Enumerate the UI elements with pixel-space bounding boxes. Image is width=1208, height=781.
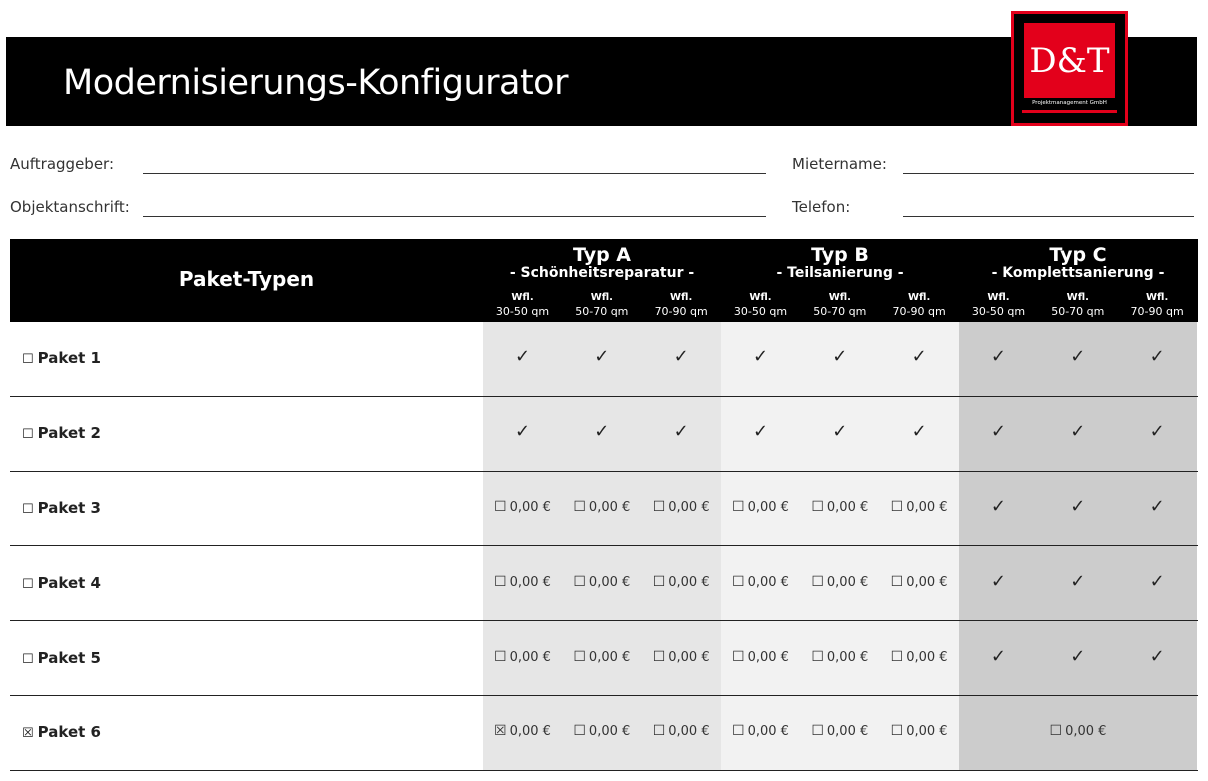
area-range-header [800,291,879,319]
checkbox-icon[interactable]: ☐ [573,723,586,740]
price-option[interactable] [880,499,959,515]
included-check-icon: ✓ [911,346,927,368]
type-description: - Teilsanierung - [776,265,904,281]
checkbox-icon[interactable]: ☐ [811,573,824,590]
included-check-icon: ✓ [514,346,531,368]
included-check-icon: ✓ [990,346,1007,368]
package-name: Paket 5 [37,648,101,667]
telefon-label: Telefon: [792,198,851,216]
type-name: Typ C [1049,244,1107,266]
price-value: 0,00 € [509,574,551,590]
wfl-label: Wfl. [670,292,693,303]
price-option[interactable] [642,649,721,665]
included-check-icon: ✓ [1149,645,1165,667]
included-check-icon: ✓ [990,496,1007,517]
wfl-label: Wfl. [1066,292,1089,303]
price-option[interactable] [721,723,800,739]
area-range-header [959,291,1038,319]
checkbox-icon[interactable]: ☐ [494,573,507,590]
price-value: 0,00 € [509,500,551,515]
area-range-header [721,291,800,319]
auftraggeber-label: Auftraggeber: [10,155,115,173]
price-option[interactable] [721,649,800,665]
package-name: Paket 2 [37,424,101,443]
price-option[interactable] [642,574,721,590]
objektanschrift-label: Objektanschrift: [10,198,130,216]
price-value: 0,00 € [906,574,948,590]
row-divider [10,545,1198,546]
checkbox-icon[interactable]: ☐ [732,648,745,665]
checkbox-icon[interactable]: ☐ [732,499,745,515]
area-range-label: 70-90 qm [892,305,946,318]
area-range-label: 30-50 qm [495,305,550,318]
price-option[interactable] [483,723,562,739]
price-option[interactable] [483,499,562,515]
included-check-icon: ✓ [1149,570,1165,592]
checkbox-icon[interactable]: ☐ [494,648,507,665]
price-value: 0,00 € [668,574,710,590]
price-option[interactable] [880,574,959,590]
checkbox-icon[interactable]: ☐ [573,573,586,590]
price-value: 0,00 € [747,574,789,590]
page-title: Modernisierungs-Konfigurator [63,63,568,103]
price-option[interactable] [800,723,879,739]
included-check-icon: ✓ [594,421,610,443]
price-option[interactable] [880,723,959,739]
price-value: 0,00 € [906,649,948,665]
included-check-icon: ✓ [990,421,1007,443]
price-option[interactable] [562,723,641,739]
logo-subtitle: Projektmanagement GmbH [1032,100,1107,106]
price-option[interactable] [642,499,721,515]
package-row-label[interactable] [22,649,101,667]
area-range-label: 50-70 qm [1051,305,1105,318]
price-value: 0,00 € [906,500,948,515]
checkbox-icon[interactable]: ☐ [652,573,666,590]
checkbox-icon[interactable]: ☐ [890,723,904,740]
price-value: 0,00 € [1065,724,1107,740]
package-row-label[interactable] [22,349,101,367]
mietername-field[interactable] [903,173,1194,174]
included-check-icon: ✓ [832,421,848,443]
price-option[interactable] [642,723,721,739]
price-value: 0,00 € [668,500,710,515]
included-check-icon: ✓ [1070,346,1086,368]
type-name: Typ A [572,244,631,266]
checkbox-icon[interactable]: ☐ [732,723,745,740]
price-value: 0,00 € [826,574,869,590]
wfl-label: Wfl. [749,292,772,303]
wfl-label: Wfl. [1146,292,1169,303]
price-value: 0,00 € [826,724,869,740]
checkbox-icon[interactable]: ☐ [1049,723,1063,740]
auftraggeber-field[interactable] [143,173,766,174]
type-column-band [483,322,721,771]
type-column-band [721,322,959,771]
price-option[interactable] [721,499,800,515]
price-value: 0,00 € [668,724,710,740]
price-option[interactable] [721,574,800,590]
area-range-label: 70-90 qm [654,305,708,318]
wfl-label: Wfl. [590,292,613,303]
checkbox-icon[interactable]: ☐ [22,576,34,592]
checkbox-icon[interactable]: ☐ [732,573,745,590]
type-b-heading [721,243,959,281]
area-range-header [1038,291,1117,319]
price-option[interactable] [800,649,879,665]
checkbox-icon[interactable]: ☐ [811,648,824,665]
area-range-header [1118,291,1197,319]
included-check-icon: ✓ [514,421,531,443]
package-name: Paket 1 [37,349,101,368]
area-range-label: 50-70 qm [813,305,867,318]
package-name: Paket 3 [37,499,101,517]
area-range-header [562,291,641,319]
telefon-field[interactable] [903,216,1194,217]
type-c-heading [959,243,1197,281]
row-divider [10,695,1198,696]
included-check-icon: ✓ [673,346,689,368]
logo-mark: D&T [1024,23,1115,98]
price-value: 0,00 € [588,500,631,515]
price-value: 0,00 € [588,649,631,665]
price-option[interactable] [562,574,641,590]
checkbox-icon[interactable]: ☐ [890,573,904,590]
area-range-header [483,291,562,319]
price-value: 0,00 € [747,500,789,515]
type-name: Typ B [811,244,869,266]
checked-box-icon[interactable]: ☒ [22,726,34,742]
price-option[interactable] [959,723,1197,739]
checkbox-icon[interactable]: ☐ [22,502,34,517]
checkbox-icon[interactable]: ☐ [22,651,34,667]
price-value: 0,00 € [509,724,551,740]
price-option[interactable] [562,499,641,515]
checkbox-icon[interactable]: ☐ [890,648,904,665]
included-check-icon: ✓ [1070,421,1086,443]
package-row-label[interactable] [22,424,101,442]
price-value: 0,00 € [747,649,789,665]
row-divider [10,471,1198,472]
row-divider [10,396,1198,397]
package-name: Paket 4 [37,573,101,592]
checkbox-icon[interactable]: ☐ [811,499,824,515]
price-value: 0,00 € [826,500,869,515]
package-row-label[interactable] [22,723,101,741]
price-option[interactable] [562,649,641,665]
area-range-header [880,291,959,319]
included-check-icon: ✓ [990,645,1007,667]
included-check-icon: ✓ [594,346,610,368]
included-check-icon: ✓ [1070,645,1086,667]
price-value: 0,00 € [747,724,789,740]
objektanschrift-field[interactable] [143,216,766,217]
price-option[interactable] [483,574,562,590]
checkbox-icon[interactable]: ☐ [652,648,666,665]
included-check-icon: ✓ [832,346,848,368]
package-name: Paket 6 [37,723,101,742]
included-check-icon: ✓ [1149,346,1165,368]
price-value: 0,00 € [509,649,551,665]
package-row-label[interactable] [22,499,101,517]
price-option[interactable] [483,649,562,665]
checkbox-icon[interactable]: ☐ [573,648,586,665]
row-divider [10,620,1198,621]
mietername-label: Mietername: [792,155,887,173]
paket-types-heading: Paket-Typen [178,267,315,291]
included-check-icon: ✓ [1149,496,1165,517]
checkbox-icon[interactable]: ☐ [652,499,666,515]
package-table [10,239,1198,771]
checkbox-icon[interactable]: ☐ [494,499,507,515]
wfl-label: Wfl. [908,292,931,303]
included-check-icon: ✓ [911,421,927,443]
checkbox-icon[interactable]: ☐ [573,499,586,515]
type-description: - Schönheitsreparatur - [509,265,695,281]
price-value: 0,00 € [588,724,631,740]
type-description: - Komplettsanierung - [991,265,1165,281]
included-check-icon: ✓ [1070,496,1086,517]
checkbox-icon[interactable]: ☐ [811,723,824,740]
logo-bar [1022,110,1117,113]
included-check-icon: ✓ [1070,570,1086,592]
checked-box-icon[interactable]: ☒ [494,723,507,740]
area-range-label: 50-70 qm [575,305,629,318]
included-check-icon: ✓ [752,421,769,443]
row-divider [10,770,1198,771]
area-range-header [642,291,721,319]
price-value: 0,00 € [668,649,710,665]
wfl-label: Wfl. [828,292,851,303]
table-header [10,239,1198,322]
type-column-band [959,322,1197,771]
included-check-icon: ✓ [752,346,769,368]
price-value: 0,00 € [906,724,948,740]
type-a-heading [483,243,721,281]
area-range-label: 30-50 qm [971,305,1026,318]
price-value: 0,00 € [588,574,631,590]
checkbox-icon[interactable]: ☐ [22,427,34,443]
price-option[interactable] [800,574,879,590]
checkbox-icon[interactable]: ☐ [652,723,666,740]
company-logo [1011,11,1128,126]
area-range-label: 70-90 qm [1130,305,1184,318]
price-value: 0,00 € [826,649,869,665]
checkbox-icon[interactable]: ☐ [22,352,34,368]
wfl-label: Wfl. [987,292,1010,303]
area-range-label: 30-50 qm [733,305,788,318]
included-check-icon: ✓ [1149,421,1165,443]
included-check-icon: ✓ [673,421,689,443]
included-check-icon: ✓ [990,570,1007,592]
wfl-label: Wfl. [511,292,534,303]
checkbox-icon[interactable]: ☐ [890,499,904,515]
price-option[interactable] [880,649,959,665]
price-option[interactable] [800,499,879,515]
package-row-label[interactable] [22,574,101,592]
